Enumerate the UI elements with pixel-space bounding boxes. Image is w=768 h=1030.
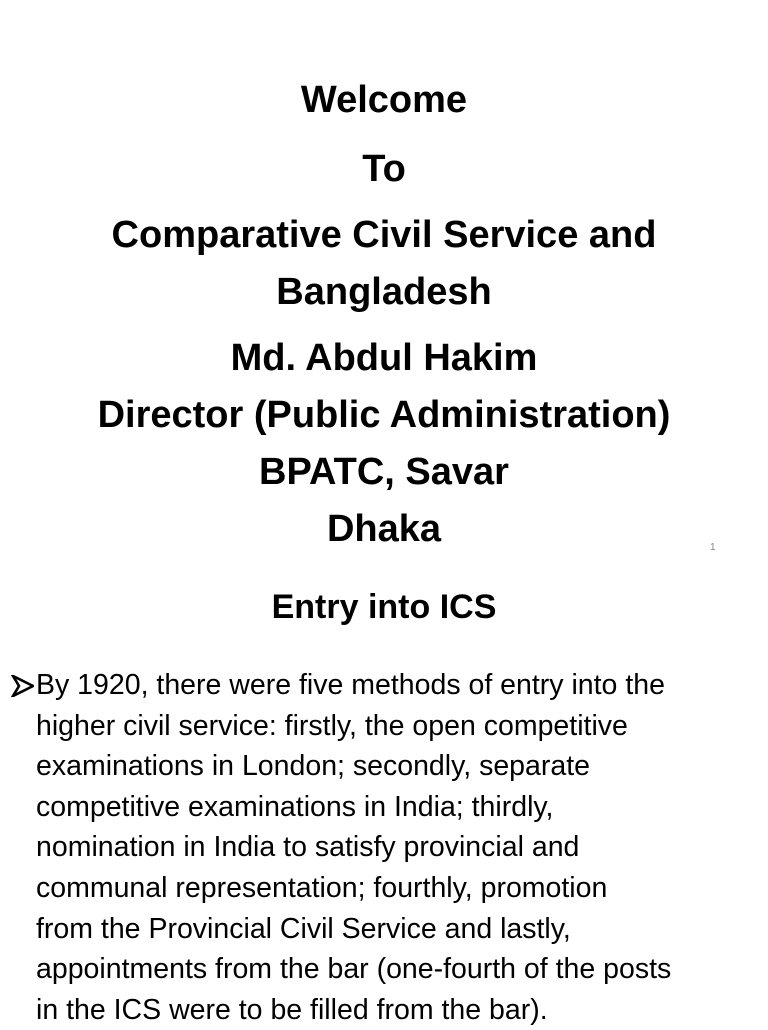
bullet-line: higher civil service: firstly, the open competitive (36, 709, 628, 742)
bullet-line: By 1920, there were five methods of entry into the (36, 669, 665, 701)
title-line-course-1: Comparative Civil Service and (111, 214, 657, 256)
bullet-line: competitive examinations in India; thirdly, (36, 790, 554, 823)
bullet-line: examinations in London; secondly, separate (36, 750, 590, 783)
presenter-name: Md. Abdul Hakim (230, 337, 538, 379)
presenter-designation: Director (Public Administration) (97, 394, 671, 436)
bullet-line: appointments from the bar (one-fourth of the posts (36, 953, 672, 986)
title-line-to: To (362, 148, 406, 190)
bullet-line: in the ICS were to be filled from the bar). (36, 993, 548, 1026)
bullet-item (10, 665, 760, 1030)
slide-number: 1 (710, 542, 716, 553)
bullet-line: communal representation; fourthly, promotion (36, 871, 608, 904)
bullet-text (36, 665, 760, 1030)
arrow-bullet-icon (10, 665, 36, 706)
bullet-line: from the Provincial Civil Service and lastly, (36, 912, 571, 945)
presenter-organization: BPATC, Savar (259, 451, 509, 493)
slide-1-title (0, 72, 768, 558)
title-line-welcome: Welcome (300, 79, 468, 121)
title-line-course-2: Bangladesh (276, 271, 492, 313)
presenter-city: Dhaka (326, 508, 442, 550)
bullet-line: nomination in India to satisfy provincial and (36, 831, 580, 864)
slide-2 (0, 575, 768, 1024)
slide-2-title: Entry into ICS (271, 588, 497, 626)
